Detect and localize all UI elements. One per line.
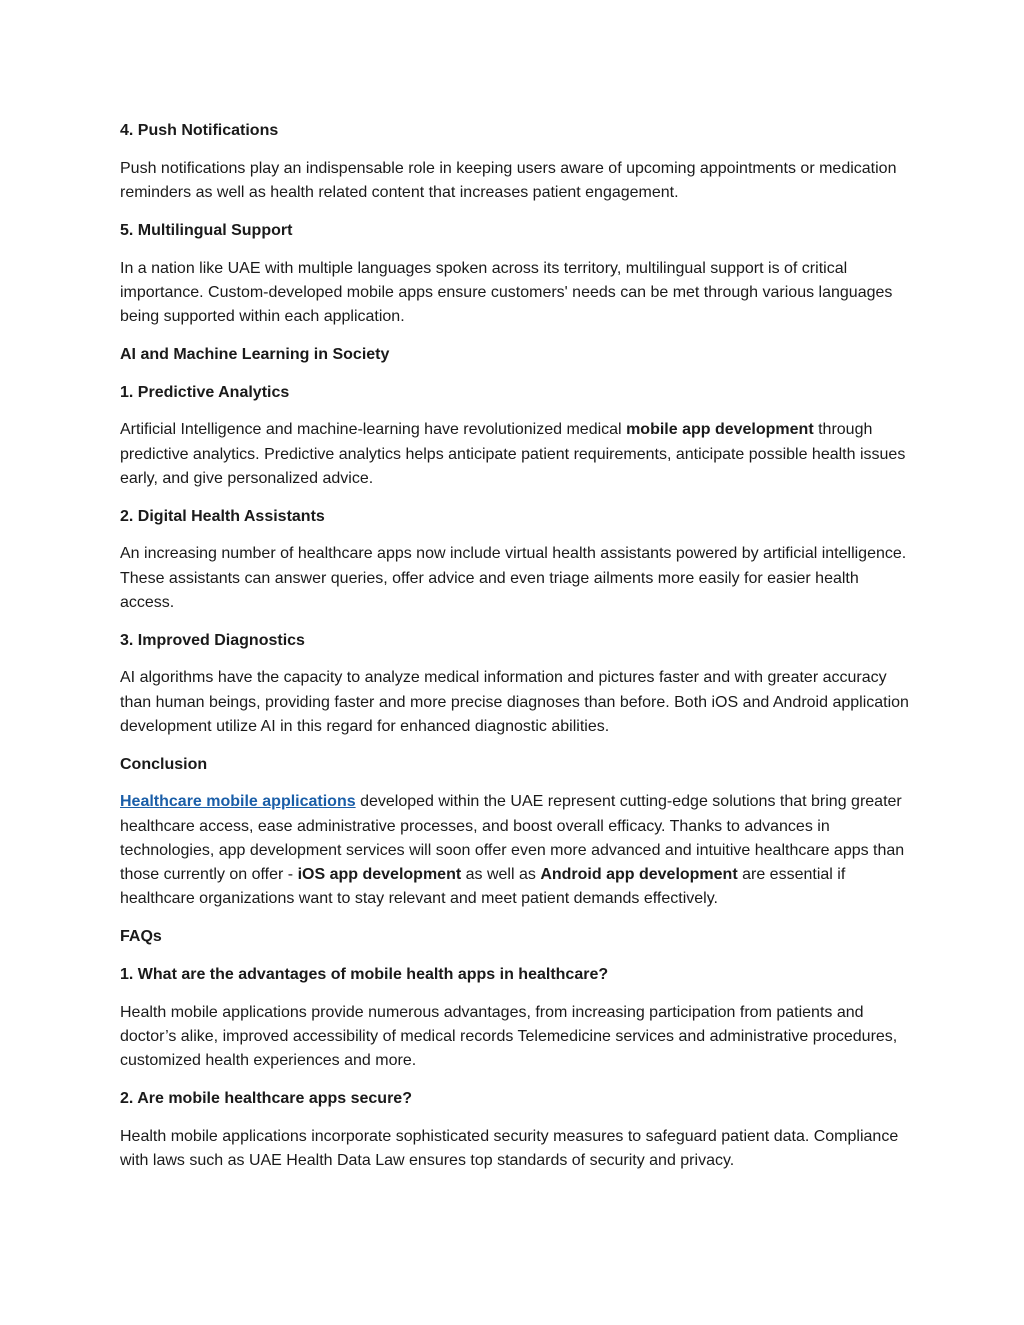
section-text-push-notifications: Push notifications play an indispensable role in keeping users aware of upcoming appointments or medication reminders as well as health related content that increases patient engagement. — [120, 159, 897, 201]
faq-question-security: 2. Are mobile healthcare apps secure? — [120, 1089, 412, 1107]
section-heading-faqs: FAQs — [120, 928, 162, 945]
text-run: as well as — [461, 866, 541, 883]
section-text-improved-diagnostics: AI algorithms have the capacity to analyze medical information and pictures faster and with greater accuracy than human beings, providing faster and more precise diagnoses than before. Both iOS and Android application development utilize AI in this regard for enhanced diagnostic abilities. — [120, 669, 909, 735]
bold-keyword: iOS app development — [297, 866, 462, 883]
bold-keyword: mobile app development — [626, 421, 814, 439]
document-page — [120, 119, 910, 1187]
faq-question-advantages: 1. What are the advantages of mobile health apps in healthcare? — [120, 965, 609, 983]
section-text-multilingual-support: In a nation like UAE with multiple languages spoken across its territory, multilingual support is of critical importance. Custom-developed mobile apps ensure customers' needs can be met through various languages being supported within each application. — [120, 259, 893, 325]
section-heading-predictive-analytics: 1. Predictive Analytics — [120, 383, 290, 401]
section-heading-improved-diagnostics: 3. Improved Diagnostics — [120, 631, 305, 649]
section-text-conclusion — [120, 790, 910, 911]
section-heading-digital-health-assistants: 2. Digital Health Assistants — [120, 507, 325, 525]
text-run: are essential if healthcare organizations want to stay relevant and meet patient demands effectively. — [120, 866, 846, 908]
section-heading-ai-machine-learning: AI and Machine Learning in Society — [120, 345, 390, 363]
section-text-digital-health-assistants: An increasing number of healthcare apps now include virtual health assistants powered by artificial intelligence. These assistants can answer queries, offer advice and even triage ailments more easily for easier health access. — [120, 545, 907, 611]
text-run: developed within the UAE represent cutting-edge solutions that bring greater healthcare access, ease administrative processes, and boost overall efficacy. Thanks to advances in technologies, app development services will soon offer even more advanced and intuitive healthcare apps than those currently on offer - — [120, 793, 905, 883]
section-heading-multilingual-support: 5. Multilingual Support — [120, 221, 293, 239]
section-text-predictive-analytics — [120, 418, 910, 491]
text-run: Artificial Intelligence and machine-learning have revolutionized medical — [120, 421, 627, 439]
text-run: through predictive analytics. Predictive analytics helps anticipate patient requirements, anticipate possible health issues early, and give personalized advice. — [120, 421, 906, 487]
section-heading-push-notifications: 4. Push Notifications — [120, 122, 279, 139]
faq-answer-security: Health mobile applications incorporate sophisticated security measures to safeguard patient data. Compliance with laws such as UAE Health Data Law ensures top standards of security and privacy. — [120, 1127, 899, 1169]
faq-answer-advantages: Health mobile applications provide numerous advantages, from increasing participation from patients and doctor’s alike, improved accessibility of medical records Telemedicine services and administrative procedures, customized health experiences and more. — [120, 1003, 898, 1069]
healthcare-apps-link[interactable]: Healthcare mobile applications — [120, 793, 356, 811]
section-heading-conclusion: Conclusion — [120, 755, 208, 773]
bold-keyword: Android app development — [540, 866, 738, 883]
